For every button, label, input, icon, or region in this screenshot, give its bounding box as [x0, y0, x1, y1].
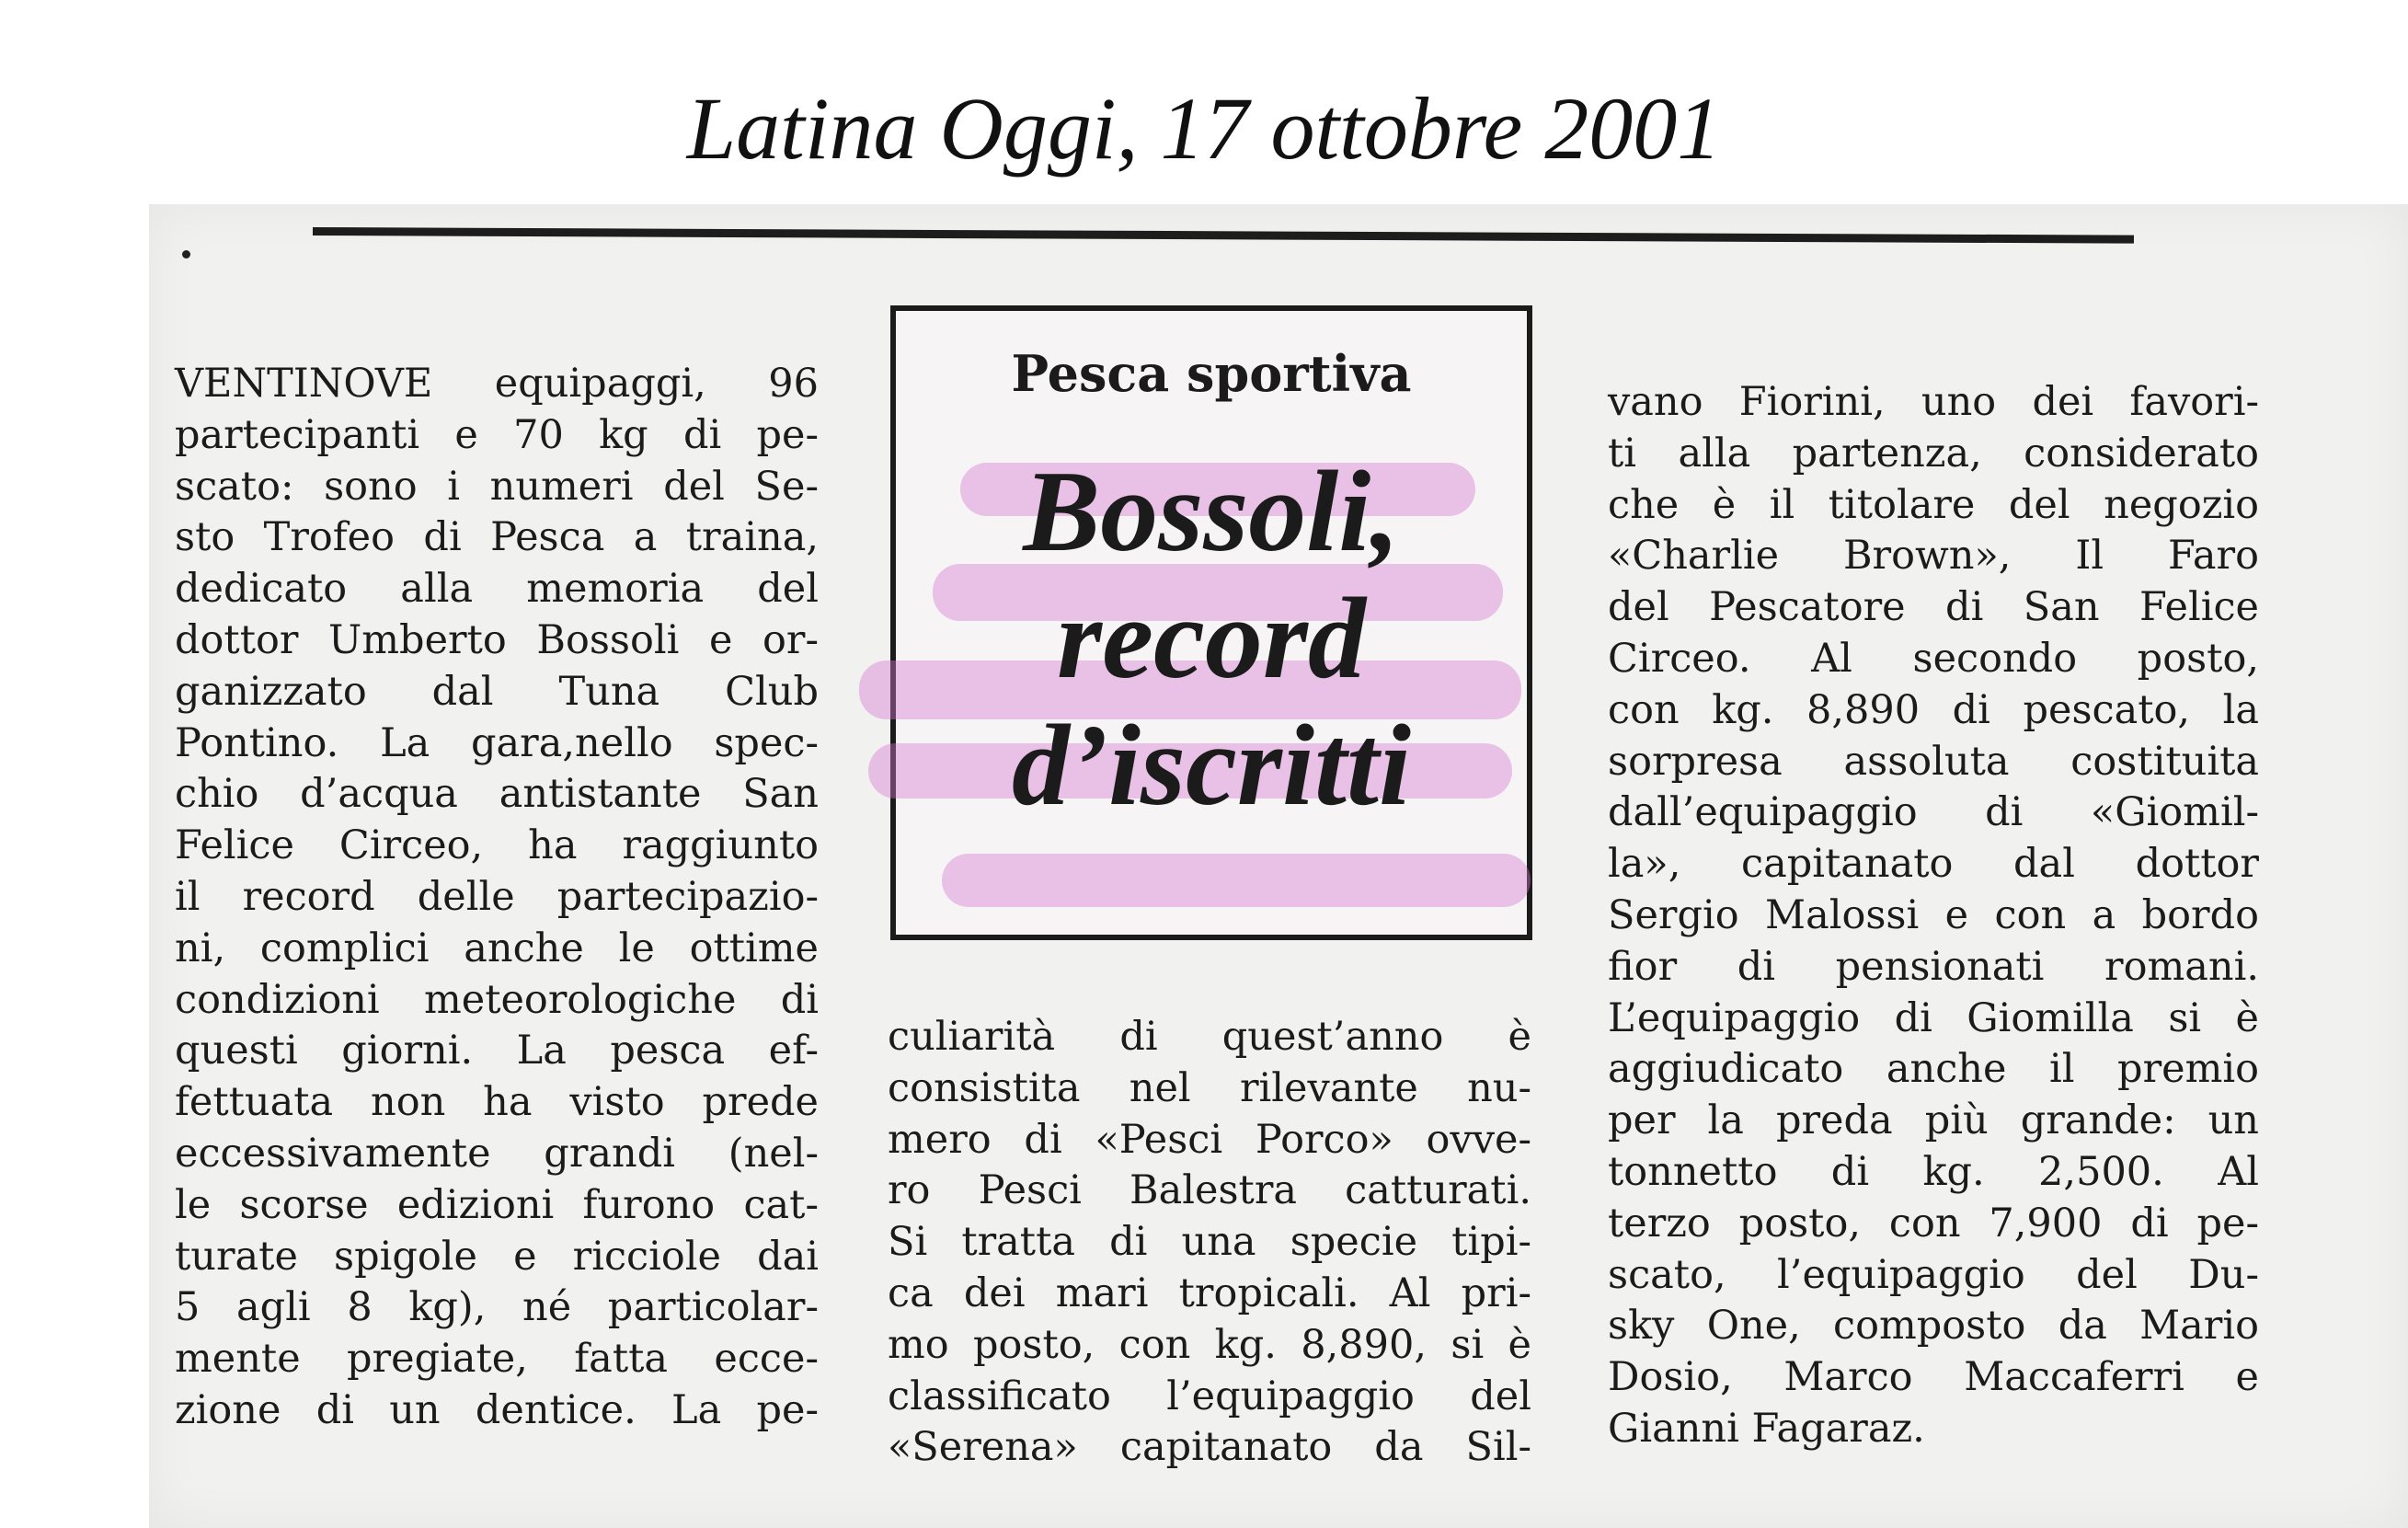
headline-box: [890, 305, 1532, 940]
text-line: zione di un dentice. La pe-: [175, 1386, 819, 1433]
speck-mark: [182, 250, 190, 258]
text-line: Sergio Malossi e con a bordo: [1608, 891, 2259, 938]
article-kicker: Pesca sportiva: [1011, 344, 1412, 403]
text-line: dall’equipaggio di «Giomil-: [1608, 789, 2259, 836]
text-line: dottor Umberto Bossoli e or-: [175, 616, 819, 663]
article-column-left: [175, 359, 819, 1437]
text-line: Pontino. La gara,nello spec-: [175, 719, 819, 766]
text-line: questi giorni. La pesca ef-: [175, 1028, 819, 1074]
text-line: 5 agli 8 kg), né particolar-: [175, 1284, 819, 1331]
text-line: Si tratta di una specie tipi-: [888, 1219, 1531, 1266]
text-line: con kg. 8,890 di pescato, la: [1608, 686, 2259, 733]
text-line: ti alla partenza, considerato: [1608, 430, 2259, 477]
text-line: scato: sono i numeri del Se-: [175, 463, 819, 510]
text-line: condizioni meteorologiche di: [175, 976, 819, 1023]
text-line: culiarità di quest’anno è: [888, 1014, 1531, 1060]
article-column-middle: [888, 1012, 1531, 1474]
text-line: Gianni Fagaraz.: [1608, 1405, 1925, 1452]
headline-line: record: [1057, 575, 1366, 703]
text-line: ni, complici anche le ottime: [175, 925, 819, 971]
text-line: sto Trofeo di Pesca a traina,: [175, 514, 819, 561]
text-line: «Serena» capitanato da Sil-: [888, 1424, 1531, 1471]
text-line: mente pregiate, fatta ecce-: [175, 1336, 819, 1383]
text-line: aggiudicato anche il premio: [1608, 1046, 2259, 1093]
text-line: sky One, composto da Mario: [1608, 1303, 2259, 1350]
text-line: dedicato alla memoria del: [175, 566, 819, 613]
text-line: per la preda più grande: un: [1608, 1097, 2259, 1144]
article-column-right: [1608, 377, 2259, 1455]
text-line: consistita nel rilevante nu-: [888, 1064, 1531, 1111]
text-line: fettuata non ha visto prede: [175, 1079, 819, 1126]
text-line: sorpresa assoluta costituita: [1608, 738, 2259, 785]
text-line: Felice Circeo, ha raggiunto: [175, 822, 819, 869]
text-line: chio d’acqua antistante San: [175, 771, 819, 818]
text-line: ca dei mari tropicali. Al pri-: [888, 1270, 1531, 1316]
text-line: scato, l’equipaggio del Du-: [1608, 1251, 2259, 1298]
text-line: vano Fiorini, uno dei favori-: [1608, 379, 2259, 425]
text-line: L’equipaggio di Giomilla si è: [1608, 994, 2259, 1041]
text-line: terzo posto, con 7,900 di pe-: [1608, 1200, 2259, 1247]
page-header: Latina Oggi, 17 ottobre 2001: [686, 79, 1722, 178]
text-line: del Pescatore di San Felice: [1608, 584, 2259, 631]
text-line: eccessivamente grandi (nel-: [175, 1130, 819, 1177]
text-line: VENTINOVE equipaggi, 96: [175, 361, 819, 407]
text-line: fior di pensionati romani.: [1608, 943, 2259, 990]
text-line: classificato l’equipaggio del: [888, 1373, 1531, 1419]
text-line: Circeo. Al secondo posto,: [1608, 635, 2259, 682]
text-line: le scorse edizioni furono cat-: [175, 1181, 819, 1228]
text-line: «Charlie Brown», Il Faro: [1608, 533, 2259, 580]
text-line: mo posto, con kg. 8,890, si è: [888, 1321, 1531, 1368]
text-line: partecipanti e 70 kg di pe-: [175, 411, 819, 458]
text-line: ganizzato dal Tuna Club: [175, 668, 819, 715]
text-line: mero di «Pesci Porco» ovve-: [888, 1116, 1531, 1163]
text-line: tonnetto di kg. 2,500. Al: [1608, 1148, 2259, 1195]
article-headline: [896, 449, 1527, 830]
text-line: la», capitanato dal dottor: [1608, 841, 2259, 888]
text-line: che è il titolare del negozio: [1608, 481, 2259, 528]
highlighter-stroke: [942, 854, 1531, 907]
text-line: il record delle partecipazio-: [175, 873, 819, 920]
text-line: Dosio, Marco Maccaferri e: [1608, 1354, 2259, 1401]
headline-line: d’iscritti: [1012, 702, 1411, 830]
text-line: turate spigole e ricciole dai: [175, 1233, 819, 1280]
headline-line: Bossoli,: [1023, 448, 1400, 576]
text-line: ro Pesci Balestra catturati.: [888, 1167, 1531, 1214]
